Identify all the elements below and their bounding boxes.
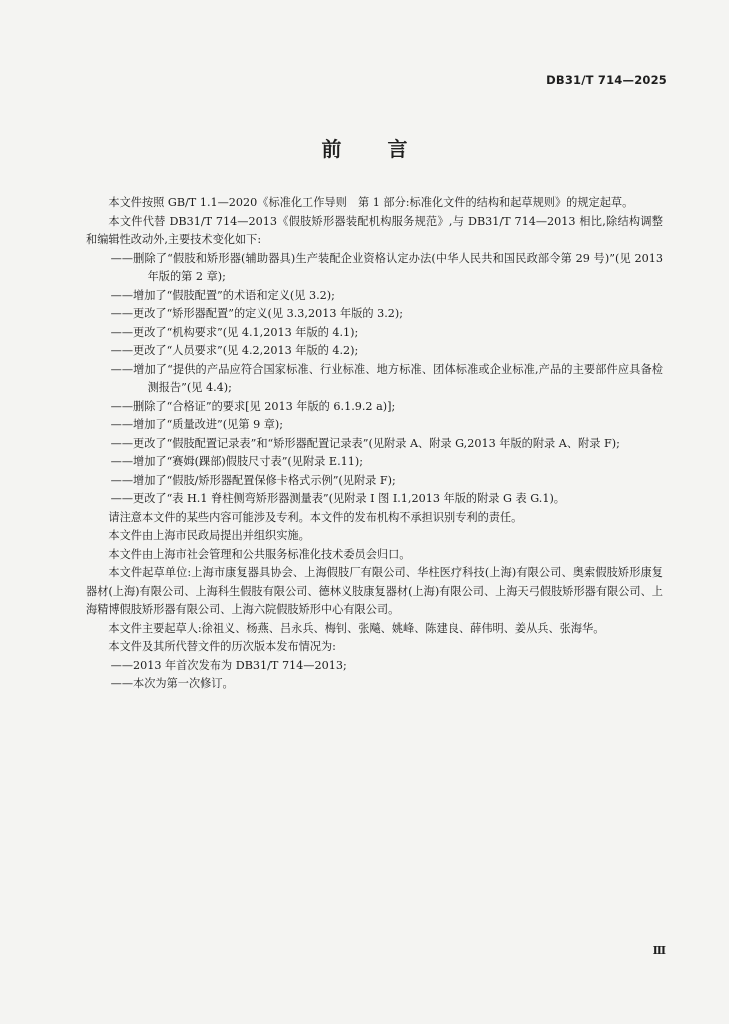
history-item: ——2013 年首次发布为 DB31/T 714—2013; [110,658,347,672]
change-item: ——增加了“质量改进”(见第 9 章); [110,418,284,431]
change-item: ——更改了“机构要求”(见 4.1,2013 年版的 4.1); [110,325,359,339]
change-item: ——更改了“矫形器配置”的定义(见 3.3,2013 年版的 3.2); [110,307,404,320]
drafters-paragraph: 本文件主要起草人:徐祖义、杨燕、吕永兵、梅钊、张飚、姚峰、陈建良、薛伟明、姜从兵、张海华。 [108,621,605,635]
patent-notice: 请注意本文件的某些内容可能涉及专利。本文件的发布机构不承担识别专利的责任。 [108,510,523,524]
change-item: ——更改了“假肢配置记录表”和“矫形器配置记录表”(见附录 A、附录 G,2013 年版的附录 A、附录 F); [110,436,620,450]
change-item: ——删除了“合格证”的要求[见 2013 年版的 6.1.9.2 a)]; [110,399,396,413]
change-item: ——更改了“人员要求”(见 4.2,2013 年版的 4.2); [110,344,359,357]
intro-paragraph: 本文件按照 GB/T 1.1—2020《标准化工作导则 第 1 部分:标准化文件的结构和起草规则》的规定起草。 [108,196,634,209]
intro-paragraph: 本文件代替 DB31/T 714—2013《假肢矫形器装配机构服务规范》,与 DB31/T 714—2013 相比,除结构调整和编辑性改动外,主要技术变化如下: [86,214,663,246]
document-id: DB31/T 714—2025 [546,73,667,87]
foreword-body [86,194,663,694]
change-item: ——更改了“表 H.1 脊柱侧弯矫形器测量表”(见附录 I 图 I.1,2013 年版的附录 G 表 G.1)。 [110,492,565,505]
change-item: ——增加了“假肢/矫形器配置保修卡格式示例”(见附录 F); [110,473,396,487]
change-item: ——删除了“假肢和矫形器(辅助器具)生产装配企业资格认定办法(中华人民共和国民政部令第 29 号)”(见 2013 年版的第 2 章); [110,251,663,283]
change-item: ——增加了“假肢配置”的术语和定义(见 3.2); [110,288,335,302]
drafting-units-paragraph: 本文件起草单位:上海市康复器具协会、上海假肢厂有限公司、华柱医疗科技(上海)有限公司、奥索假肢矫形康复器材(上海)有限公司、上海科生假肢有限公司、德林义肢康复器材(上海)有限公司、上海天弓假肢矫形器有限公司、上海精博假肢矫形器有限公司、上海六院假肢矫形中心有限公司。 [86,566,663,616]
committee-paragraph: 本文件由上海市社会管理和公共服务标准化技术委员会归口。 [108,547,411,561]
title-char-2: 言 [387,137,408,161]
history-intro: 本文件及其所代替文件的历次版本发布情况为: [108,640,336,653]
title-char-1: 前 [321,137,342,161]
proposer-paragraph: 本文件由上海市民政局提出并组织实施。 [108,529,310,542]
page-title [0,133,729,162]
change-item: ——增加了“提供的产品应符合国家标准、行业标准、地方标准、团体标准或企业标准,产品的主要部件应具备检测报告”(见 4.4); [110,362,663,394]
history-item: ——本次为第一次修订。 [110,677,234,690]
page-number: Ⅲ [652,944,666,957]
change-item: ——增加了“赛姆(踝部)假肢尺寸表”(见附录 E.11); [110,455,364,468]
